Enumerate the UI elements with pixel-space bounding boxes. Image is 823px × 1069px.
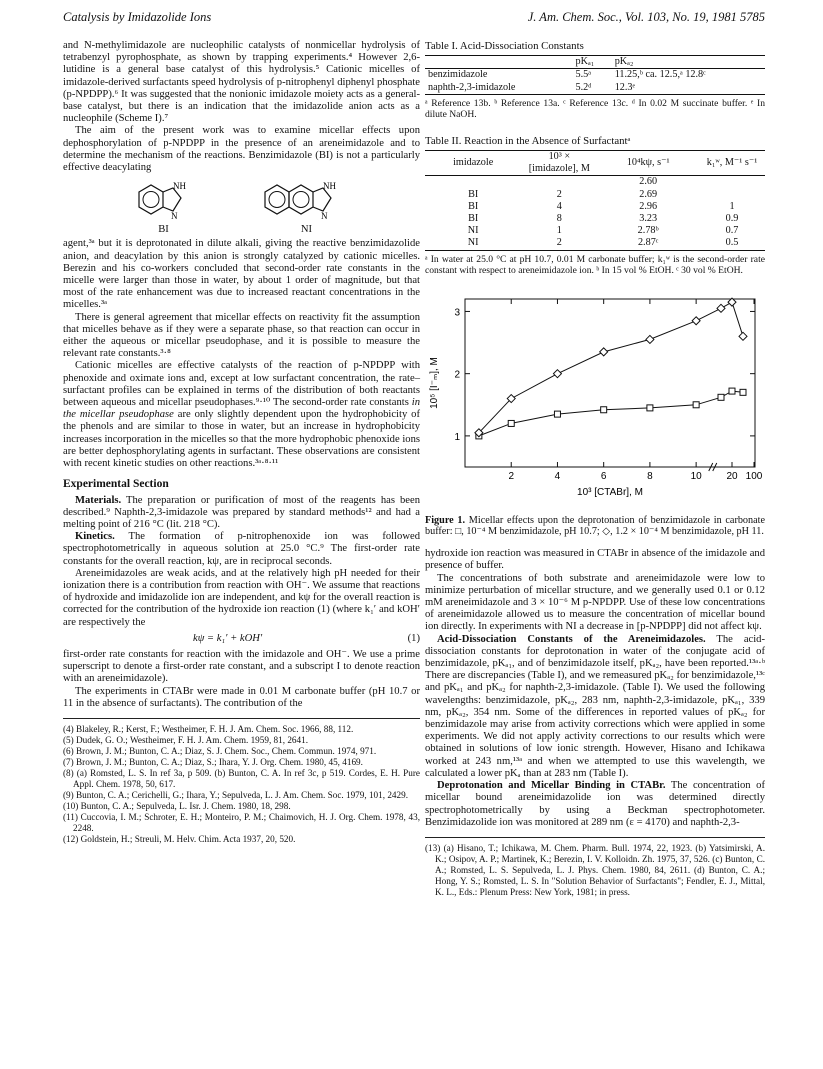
table2-row: 2.60 — [639, 176, 658, 188]
table2-row: NI 1 2.78ᵇ 0.7 — [467, 225, 739, 237]
structure-label-ni: NI — [300, 224, 313, 236]
references-left — [63, 724, 420, 845]
table1-header: pKₐ₂ — [614, 56, 634, 68]
table1-row: benzimidazole 5.5ᵃ 11.25,ᵇ ca. 12.5,ᵃ 12.8ᶜ — [428, 69, 706, 81]
paragraph: Cationic micelles are effective catalysts of the reaction of p-NPDPP with phenoxide and oximate ions and, except at low surfactant concentration, the rate–surfactant profiles can be explained in terms of the distribution of both reactants between aqueous and micellar pseudophases.⁹·¹⁰ The second-order rate constants in the micellar pseudophase are only slightly dependent upon the hydrophobicity of the phenols and are similar to those in water, but an increase in hydrophobicity increases incorporation in the micelles so that the more hydrophobic phenoxide ions are better dephosphorylating agents in surfactant. These observations are consistent with recent kinetic studies on other reactions.³ᵃ·⁸·¹¹ — [63, 360, 420, 470]
paragraph: The aim of the present work was to examine micellar effects upon dephosphorylation of p-NPDPP in the presence of an areneimidazole and to determine the mechanism of the reactions. Benzimidazole (BI) is not a particularly effective deacylating — [63, 125, 420, 174]
table2-row: BI 8 3.23 0.9 — [468, 213, 739, 225]
x-tick-label: 2 — [508, 470, 515, 482]
reference: (6) Brown, J. M.; Bunton, C. A.; Diaz, S. J. Chem. Soc., Chem. Commun. 1974, 971. — [63, 745, 377, 756]
y-tick-label: 2 — [454, 369, 460, 381]
paragraph: Areneimidazoles are weak acids, and at the relatively high pH needed for their ionization there is a contribution from reaction with OH⁻. We assume that reactions of hydroxide and imidazolide ion are independent, and kψ for the overall reaction is corrected for the contribution of the hydroxide ion reaction (1) (where k₁′ and kOH′ are respectively the — [63, 567, 420, 628]
data-point-square — [554, 411, 560, 417]
reference: (4) Blakeley, R.; Kerst, F.; Westheimer, F. H. J. Am. Chem. Soc. 1966, 88, 112. — [63, 723, 354, 734]
x-axis-label: 10³ [CTABr], M — [577, 486, 643, 498]
figure-1-caption: Figure 1. Micellar effects upon the deprotonation of benzimidazole in carbonate buffer: □, 10⁻⁴ M benzimidazole, pH 10.7; ◇, 1.2 × 10⁻⁴ M benzimidazole, pH 11. — [425, 514, 765, 538]
paragraph: first-order rate constants for reaction with the imidazole and OH⁻. We use a prime superscript to denote a first-order rate constant, and a subscript I to denote reaction with an areneimidazole). — [63, 648, 420, 685]
table1 — [425, 55, 765, 95]
svg-text:NH: NH — [322, 181, 336, 192]
paragraph: hydroxide ion reaction was measured in CTABr in absence of the imidazole and presence of buffer. — [425, 548, 765, 572]
data-point-square — [647, 405, 653, 411]
reference: (8) (a) Romsted, L. S. In ref 3a, p 509. (b) Bunton, C. A. In ref 3c, p 519. Cordes, E. H. Pure Appl. Chem. 1978, 50, 617. — [63, 767, 420, 789]
table2-caption: Table II. Reaction in the Absence of Surfactantᵃ — [425, 134, 631, 147]
table2-row: NI 2 2.87ᶜ 0.5 — [425, 237, 765, 250]
reference: (9) Bunton, C. A.; Cerichelli, G.; Ihara, Y.; Sepulveda, L. J. Am. Chem. Soc. 1979, 101, 2429. — [63, 789, 409, 800]
left-column — [63, 40, 420, 845]
y-tick-label: 1 — [454, 431, 460, 443]
paragraph: There is general agreement that micellar effects on reactivity fit the assumption that micelles behave as if they were a separate phase, so that reaction can occur in either the aqueous or micellar pseudophase, and it is possible to measure the relevant rate constants.³·⁸ — [63, 311, 420, 360]
data-point-square — [729, 388, 735, 394]
reference: (7) Brown, J. M.; Bunton, C. A.; Diaz, S.; Ihara, Y. J. Org. Chem. 1980, 45, 4169. — [63, 756, 363, 767]
table2 — [425, 150, 765, 251]
chart-svg — [425, 289, 765, 507]
table1-caption: Table I. Acid-Dissociation Constants — [425, 40, 584, 52]
series-line — [479, 302, 743, 433]
x-tick-label: 100 — [745, 470, 763, 482]
table2-header: k₁ʷ, M⁻¹ s⁻¹ — [706, 157, 758, 169]
table2-row: BI 4 2.96 1 — [468, 200, 735, 212]
paragraph: Deprotonation and Micellar Binding in CTABr. The concentration of micellar bound areneimidazolide ion was determined directly spectrophotometrically by using a Beckman spectrophotometer. Benzimidazolide ion was monitored at 289 nm (ε = 4170) and naphth-2,3- — [425, 780, 765, 828]
y-tick-label: 3 — [454, 307, 460, 319]
running-header-title: Catalysis by Imidazolide Ions — [63, 10, 212, 24]
table1-header: pKₐ₁ — [575, 56, 595, 68]
data-point-diamond — [553, 369, 561, 377]
structure-label-bi: BI — [158, 224, 169, 236]
reference: (13) (a) Hisano, T.; Ichikawa, M. Chem. Pharm. Bull. 1974, 22, 1923. (b) Yatsimirski, A. K.; Osipov, A. P.; Martinek, K.; Berezin, I. V. Kolloidn. Zh. 1975, 37, 526. (c) Bunton, C. A.; Romsted, L. S. Sepulveda, L. J. Phys. Chem. 1980, 84, 2611. (d) Bunton, C. A.; Hong, Y. S.; Romsted, L. S. In "Solution Behavior of Surfactants"; Fendler, E. J., Mittal, K. L., Eds.: Plenum Press: New York, 1981; in press. — [425, 842, 765, 897]
data-point-diamond — [646, 335, 654, 343]
table2-footnote: ᵃ In water at 25.0 °C at pH 10.7, 0.01 M carbonate buffer; k₁ʷ is the second-order rate constant with respect to areneimidazole ion. ᵇ In 15 vol % EtOH. ᶜ 30 vol % EtOH. — [425, 253, 765, 277]
y-axis-label: 10⁵ [I⁻ₘ], M — [429, 356, 440, 409]
chemical-structures — [63, 180, 420, 236]
data-point-diamond — [692, 316, 700, 324]
table2-header: 10⁴kψ, s⁻¹ — [626, 157, 670, 169]
paragraph: The experiments in CTABr were made in 0.01 M carbonate buffer (pH 10.7 or 11 in the absence of surfactants). The contribution of the — [63, 685, 420, 709]
svg-text:NH: NH — [172, 181, 186, 192]
table2-header: imidazole — [453, 157, 494, 169]
x-tick-label: 8 — [647, 470, 653, 482]
paragraph: Materials. The preparation or purification of most of the reagents has been described.⁹ Naphth-2,3-imidazole was prepared by standard methods¹² and had a melting point of 216 °C (lit. 218 °C). — [63, 494, 420, 530]
references-right — [425, 843, 765, 898]
reference: (11) Cuccovia, I. M.; Schroter, E. H.; Monteiro, P. M.; Chaimovich, H. J. Org. Chem. 1978, 43, 2248. — [63, 811, 420, 833]
right-column — [425, 40, 765, 898]
svg-text:N: N — [170, 211, 177, 222]
table1-header — [425, 56, 573, 69]
paragraph: Kinetics. The formation of p-nitrophenoxide ion was followed spectrophotometrically in aqueous solution at 25.0 °C.⁹ The first-order rate constants for the overall reaction, kψ, are in reciprocal seconds. — [63, 531, 420, 567]
data-point-square — [601, 406, 607, 412]
data-point-diamond — [717, 304, 725, 312]
table1-row: naphth-2,3-imidazole 5.2ᵈ 12.3ᵉ — [425, 82, 765, 95]
paragraph: Acid-Dissociation Constants of the Areneimidazoles. The acid-dissociation constants for deprotonation in water of the conjugate acid of benzimidazole, pKₐ₁, and of benzimidazole itself, pKₐ₂, have been reported.¹³ᵃ·ᵇ There are discrepancies (Table I), and we remeasured pKₐ₂ for benzimidazole,¹³ᶜ and pKₐ₁ and pKₐ₂ for naphth-2,3-imidazole. (Table I). We used the following wavelengths: benzimidazole, pKₐ₂, 283 nm, naphth-2,3-imidazole, pKₐ₁, 339 nm, pKₐ₂, 354 nm. Some of the differences in reported values of pKₐ₂ for benzimidazole may arise from activity corrections which were applied in some experiments. We did not apply activity corrections to our results which were obtained in solutions of low ionic strength. However, Hisano and Ichikawa worked at 243 nm,¹³ᵃ and when we attempted to use this wavelength, we calculated a lower pKₐ than at 283 nm (Table I). — [425, 633, 765, 779]
table2-header: 10³ × [imidazole], M — [528, 151, 590, 175]
reference: (10) Bunton, C. A.; Sepulveda, L. Isr. J. Chem. 1980, 18, 298. — [63, 800, 291, 811]
series-line — [479, 391, 743, 436]
data-point-square — [508, 420, 514, 426]
data-point-diamond — [739, 332, 747, 340]
section-heading-experimental: Experimental Section — [63, 478, 169, 491]
running-header-journal: J. Am. Chem. Soc., Vol. 103, No. 19, 1981 5785 — [527, 10, 765, 24]
x-tick-label: 20 — [726, 470, 738, 482]
table1-footnote: ᵃ Reference 13b. ᵇ Reference 13a. ᶜ Reference 13c. ᵈ In 0.02 M succinate buffer. ᵉ In dilute NaOH. — [425, 97, 765, 121]
data-point-square — [718, 394, 724, 400]
paragraph: agent,³ᵃ but it is deprotonated in dilute alkali, giving the reactive benzimidazolide anion, and deacylation by this anion is strongly catalyzed by cationic micelles. Berezin and his co-workers concluded that second-order rate constants in the micelle were larger than those in water, by about 1 order of magnitude, but that most of the rate enhancement was due to increased reactant concentrations in the micelles.³ᵃ — [63, 238, 420, 311]
x-tick-label: 4 — [554, 470, 561, 482]
benzimidazole-structure — [129, 180, 199, 224]
reference: (5) Dudek, G. O.; Westheimer, F. H. J. Am. Chem. 1959, 81, 2641. — [63, 734, 309, 745]
paragraph: The concentrations of both substrate and areneimidazole were low to minimize perturbation of micellar structure, and we generally used 0.1 or 0.12 mM areneimidazole and 3 × 10⁻⁶ M p-NPDPP. Use of these low concentrations of areneimidazole allowed us to measure the concentration of micellar bound ion directly. In experiments with NI a decrease in [p-NPDPP] did not affect kψ. — [425, 572, 765, 633]
equation-1: kψ = k₁′ + kOH′ (1) — [193, 632, 420, 644]
svg-text:N: N — [320, 211, 327, 222]
data-point-square — [740, 389, 746, 395]
naphthimidazole-structure — [259, 180, 355, 224]
data-point-square — [693, 401, 699, 407]
figure-1 — [425, 289, 765, 507]
x-tick-label: 10 — [690, 470, 702, 482]
plot-frame — [465, 299, 755, 467]
data-point-diamond — [600, 348, 608, 356]
table2-row: BI 2 2.69 — [468, 188, 658, 200]
paragraph: and N-methylimidazole are nucleophilic catalysts of nonmicellar hydrolysis of tetrabenzyl pyrophosphate, as shown by trapping experiments.⁴ However 2,6-lutidine is a general base catalyst of this hydrolysis.⁵ Cationic micelles of imidazole-derived surfactants speed hydrolysis of p-nitrophenyl diphenyl phosphate (p-NPDPP).⁶ It was suggested that the nonionic imidazole moiety acts as a general-base catalyst, but there is an indication that the imidazolide anion acts as a nucleophile (Scheme I).⁷ — [63, 40, 420, 125]
x-tick-label: 6 — [600, 470, 607, 482]
reference: (12) Goldstein, H.; Streuli, M. Helv. Chim. Acta 1937, 20, 520. — [63, 833, 296, 844]
